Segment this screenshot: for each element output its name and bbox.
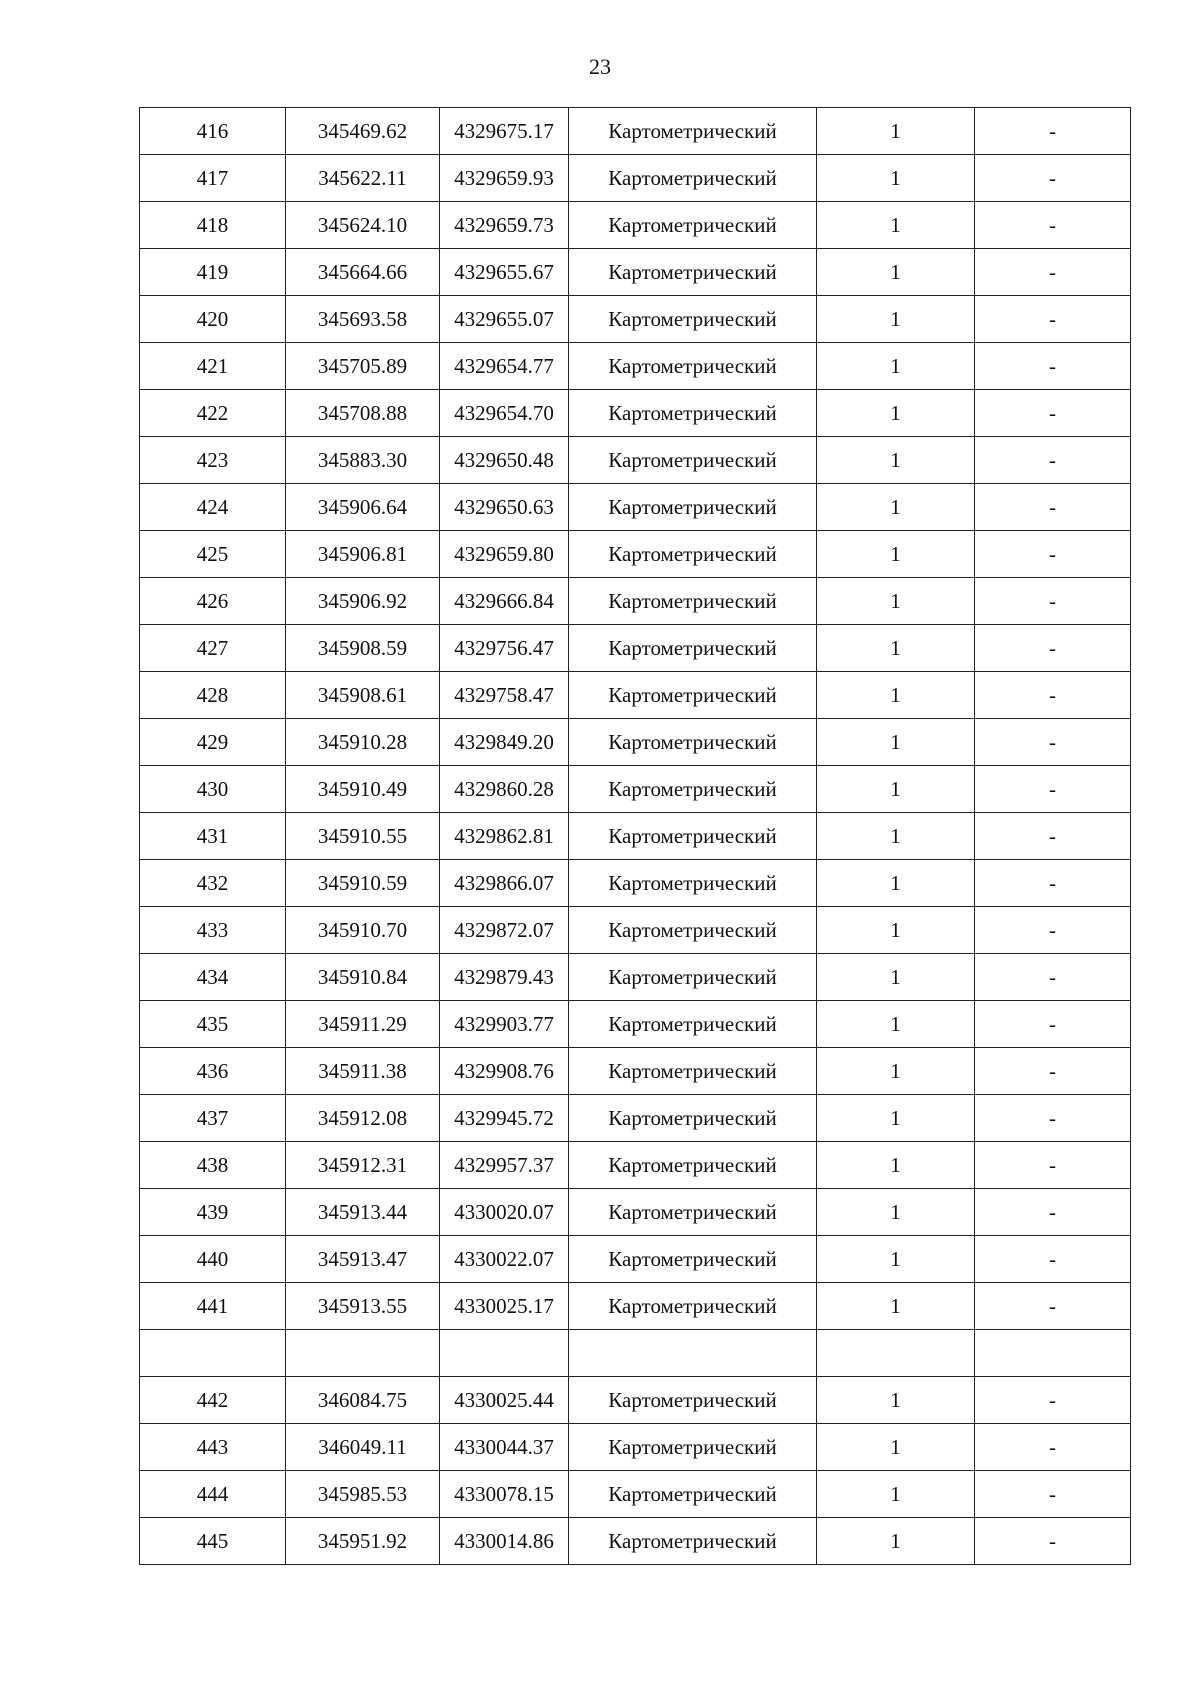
- table-row: [140, 672, 1131, 719]
- point-number-cell: 418: [140, 202, 286, 249]
- table-row: [140, 1142, 1131, 1189]
- note-cell: -: [975, 155, 1131, 202]
- note-cell: -: [975, 766, 1131, 813]
- method-cell: Картометрический: [569, 1048, 817, 1095]
- note-cell: -: [975, 484, 1131, 531]
- accuracy-cell: 1: [817, 813, 975, 860]
- x-coordinate-cell: 345911.38: [286, 1048, 440, 1095]
- x-coordinate-cell: 345883.30: [286, 437, 440, 484]
- x-coordinate-cell: 345622.11: [286, 155, 440, 202]
- method-cell: Картометрический: [569, 1471, 817, 1518]
- point-number-cell: 417: [140, 155, 286, 202]
- x-coordinate-cell: [286, 1330, 440, 1377]
- method-cell: Картометрический: [569, 108, 817, 155]
- y-coordinate-cell: 4329945.72: [440, 1095, 569, 1142]
- point-number-cell: 431: [140, 813, 286, 860]
- accuracy-cell: 1: [817, 1001, 975, 1048]
- x-coordinate-cell: 345910.59: [286, 860, 440, 907]
- coordinates-table: [139, 107, 1131, 1565]
- x-coordinate-cell: 345912.08: [286, 1095, 440, 1142]
- accuracy-cell: 1: [817, 390, 975, 437]
- y-coordinate-cell: 4329654.70: [440, 390, 569, 437]
- y-coordinate-cell: 4329866.07: [440, 860, 569, 907]
- accuracy-cell: 1: [817, 1424, 975, 1471]
- point-number-cell: 425: [140, 531, 286, 578]
- method-cell: Картометрический: [569, 1095, 817, 1142]
- point-number-cell: 437: [140, 1095, 286, 1142]
- y-coordinate-cell: 4329957.37: [440, 1142, 569, 1189]
- table-row: [140, 202, 1131, 249]
- accuracy-cell: 1: [817, 954, 975, 1001]
- point-number-cell: 430: [140, 766, 286, 813]
- note-cell: -: [975, 672, 1131, 719]
- x-coordinate-cell: 345664.66: [286, 249, 440, 296]
- point-number-cell: [140, 1330, 286, 1377]
- point-number-cell: 444: [140, 1471, 286, 1518]
- table-row: [140, 390, 1131, 437]
- y-coordinate-cell: 4329659.80: [440, 531, 569, 578]
- accuracy-cell: [817, 1330, 975, 1377]
- method-cell: Картометрический: [569, 907, 817, 954]
- y-coordinate-cell: 4330025.44: [440, 1377, 569, 1424]
- table-row: [140, 813, 1131, 860]
- table-row: [140, 249, 1131, 296]
- point-number-cell: 438: [140, 1142, 286, 1189]
- x-coordinate-cell: 345910.55: [286, 813, 440, 860]
- y-coordinate-cell: 4329903.77: [440, 1001, 569, 1048]
- table-row: [140, 1189, 1131, 1236]
- note-cell: -: [975, 437, 1131, 484]
- method-cell: Картометрический: [569, 343, 817, 390]
- accuracy-cell: 1: [817, 672, 975, 719]
- method-cell: Картометрический: [569, 954, 817, 1001]
- point-number-cell: 416: [140, 108, 286, 155]
- table-row: [140, 1283, 1131, 1330]
- table-row: [140, 1095, 1131, 1142]
- accuracy-cell: 1: [817, 1471, 975, 1518]
- table-row: [140, 907, 1131, 954]
- point-number-cell: 422: [140, 390, 286, 437]
- note-cell: -: [975, 1095, 1131, 1142]
- y-coordinate-cell: 4330020.07: [440, 1189, 569, 1236]
- accuracy-cell: 1: [817, 531, 975, 578]
- table-row: [140, 1377, 1131, 1424]
- accuracy-cell: 1: [817, 343, 975, 390]
- coordinates-table-body: [140, 108, 1131, 1565]
- point-number-cell: 423: [140, 437, 286, 484]
- note-cell: -: [975, 343, 1131, 390]
- y-coordinate-cell: 4329872.07: [440, 907, 569, 954]
- y-coordinate-cell: 4329654.77: [440, 343, 569, 390]
- note-cell: -: [975, 531, 1131, 578]
- y-coordinate-cell: 4329659.73: [440, 202, 569, 249]
- y-coordinate-cell: 4329862.81: [440, 813, 569, 860]
- x-coordinate-cell: 346084.75: [286, 1377, 440, 1424]
- y-coordinate-cell: 4330025.17: [440, 1283, 569, 1330]
- y-coordinate-cell: 4330078.15: [440, 1471, 569, 1518]
- table-row: [140, 1424, 1131, 1471]
- x-coordinate-cell: 345906.64: [286, 484, 440, 531]
- point-number-cell: 439: [140, 1189, 286, 1236]
- x-coordinate-cell: 345911.29: [286, 1001, 440, 1048]
- accuracy-cell: 1: [817, 108, 975, 155]
- accuracy-cell: 1: [817, 202, 975, 249]
- point-number-cell: 428: [140, 672, 286, 719]
- accuracy-cell: 1: [817, 249, 975, 296]
- point-number-cell: 429: [140, 719, 286, 766]
- accuracy-cell: 1: [817, 437, 975, 484]
- method-cell: Картометрический: [569, 1283, 817, 1330]
- accuracy-cell: 1: [817, 1518, 975, 1565]
- method-cell: Картометрический: [569, 531, 817, 578]
- note-cell: -: [975, 1236, 1131, 1283]
- table-row: [140, 296, 1131, 343]
- note-cell: -: [975, 1424, 1131, 1471]
- method-cell: Картометрический: [569, 766, 817, 813]
- x-coordinate-cell: 345693.58: [286, 296, 440, 343]
- note-cell: -: [975, 1001, 1131, 1048]
- method-cell: Картометрический: [569, 155, 817, 202]
- y-coordinate-cell: 4329849.20: [440, 719, 569, 766]
- accuracy-cell: 1: [817, 1236, 975, 1283]
- note-cell: -: [975, 108, 1131, 155]
- y-coordinate-cell: 4329650.48: [440, 437, 569, 484]
- y-coordinate-cell: [440, 1330, 569, 1377]
- accuracy-cell: 1: [817, 719, 975, 766]
- accuracy-cell: 1: [817, 1142, 975, 1189]
- note-cell: -: [975, 954, 1131, 1001]
- table-row: [140, 1001, 1131, 1048]
- accuracy-cell: 1: [817, 1095, 975, 1142]
- table-row: [140, 954, 1131, 1001]
- method-cell: Картометрический: [569, 578, 817, 625]
- method-cell: Картометрический: [569, 390, 817, 437]
- x-coordinate-cell: 345910.28: [286, 719, 440, 766]
- note-cell: -: [975, 296, 1131, 343]
- method-cell: Картометрический: [569, 296, 817, 343]
- accuracy-cell: 1: [817, 296, 975, 343]
- x-coordinate-cell: 345624.10: [286, 202, 440, 249]
- y-coordinate-cell: 4329860.28: [440, 766, 569, 813]
- x-coordinate-cell: 345469.62: [286, 108, 440, 155]
- method-cell: Картометрический: [569, 625, 817, 672]
- x-coordinate-cell: 345906.92: [286, 578, 440, 625]
- note-cell: -: [975, 1048, 1131, 1095]
- method-cell: Картометрический: [569, 1424, 817, 1471]
- x-coordinate-cell: 345908.61: [286, 672, 440, 719]
- note-cell: -: [975, 1142, 1131, 1189]
- x-coordinate-cell: 345910.70: [286, 907, 440, 954]
- table-row: [140, 1518, 1131, 1565]
- accuracy-cell: 1: [817, 860, 975, 907]
- y-coordinate-cell: 4329756.47: [440, 625, 569, 672]
- x-coordinate-cell: 345913.47: [286, 1236, 440, 1283]
- note-cell: -: [975, 1283, 1131, 1330]
- table-row: [140, 437, 1131, 484]
- accuracy-cell: 1: [817, 625, 975, 672]
- point-number-cell: 443: [140, 1424, 286, 1471]
- point-number-cell: 441: [140, 1283, 286, 1330]
- x-coordinate-cell: 345908.59: [286, 625, 440, 672]
- y-coordinate-cell: 4329758.47: [440, 672, 569, 719]
- point-number-cell: 426: [140, 578, 286, 625]
- point-number-cell: 420: [140, 296, 286, 343]
- table-row: [140, 1048, 1131, 1095]
- page-number: 23: [589, 54, 611, 79]
- table-row: [140, 860, 1131, 907]
- note-cell: -: [975, 907, 1131, 954]
- note-cell: -: [975, 390, 1131, 437]
- method-cell: Картометрический: [569, 1001, 817, 1048]
- method-cell: Картометрический: [569, 672, 817, 719]
- note-cell: -: [975, 202, 1131, 249]
- method-cell: Картометрический: [569, 249, 817, 296]
- note-cell: -: [975, 719, 1131, 766]
- point-number-cell: 445: [140, 1518, 286, 1565]
- point-number-cell: 440: [140, 1236, 286, 1283]
- note-cell: -: [975, 1189, 1131, 1236]
- y-coordinate-cell: 4329666.84: [440, 578, 569, 625]
- accuracy-cell: 1: [817, 1377, 975, 1424]
- method-cell: Картометрический: [569, 1142, 817, 1189]
- x-coordinate-cell: 345705.89: [286, 343, 440, 390]
- point-number-cell: 421: [140, 343, 286, 390]
- y-coordinate-cell: 4329675.17: [440, 108, 569, 155]
- note-cell: -: [975, 625, 1131, 672]
- table-row: [140, 155, 1131, 202]
- table-row: [140, 719, 1131, 766]
- accuracy-cell: 1: [817, 1189, 975, 1236]
- table-row: [140, 766, 1131, 813]
- note-cell: -: [975, 1471, 1131, 1518]
- note-cell: -: [975, 578, 1131, 625]
- accuracy-cell: 1: [817, 907, 975, 954]
- note-cell: -: [975, 860, 1131, 907]
- point-number-cell: 434: [140, 954, 286, 1001]
- x-coordinate-cell: 345912.31: [286, 1142, 440, 1189]
- table-row: [140, 343, 1131, 390]
- y-coordinate-cell: 4330022.07: [440, 1236, 569, 1283]
- method-cell: Картометрический: [569, 1518, 817, 1565]
- accuracy-cell: 1: [817, 484, 975, 531]
- point-number-cell: 442: [140, 1377, 286, 1424]
- point-number-cell: 436: [140, 1048, 286, 1095]
- table-row: [140, 484, 1131, 531]
- x-coordinate-cell: 346049.11: [286, 1424, 440, 1471]
- y-coordinate-cell: 4329908.76: [440, 1048, 569, 1095]
- y-coordinate-cell: 4330014.86: [440, 1518, 569, 1565]
- method-cell: Картометрический: [569, 813, 817, 860]
- point-number-cell: 435: [140, 1001, 286, 1048]
- y-coordinate-cell: 4329650.63: [440, 484, 569, 531]
- table-row: [140, 1471, 1131, 1518]
- note-cell: -: [975, 249, 1131, 296]
- x-coordinate-cell: 345906.81: [286, 531, 440, 578]
- y-coordinate-cell: 4329659.93: [440, 155, 569, 202]
- point-number-cell: 419: [140, 249, 286, 296]
- y-coordinate-cell: 4330044.37: [440, 1424, 569, 1471]
- x-coordinate-cell: 345985.53: [286, 1471, 440, 1518]
- note-cell: -: [975, 1377, 1131, 1424]
- method-cell: Картометрический: [569, 1189, 817, 1236]
- x-coordinate-cell: 345913.44: [286, 1189, 440, 1236]
- point-number-cell: 432: [140, 860, 286, 907]
- method-cell: Картометрический: [569, 1377, 817, 1424]
- x-coordinate-cell: 345910.84: [286, 954, 440, 1001]
- note-cell: -: [975, 1518, 1131, 1565]
- method-cell: Картометрический: [569, 1236, 817, 1283]
- y-coordinate-cell: 4329879.43: [440, 954, 569, 1001]
- table-row: [140, 578, 1131, 625]
- x-coordinate-cell: 345913.55: [286, 1283, 440, 1330]
- point-number-cell: 424: [140, 484, 286, 531]
- table-row: [140, 1236, 1131, 1283]
- accuracy-cell: 1: [817, 1283, 975, 1330]
- note-cell: -: [975, 813, 1131, 860]
- accuracy-cell: 1: [817, 766, 975, 813]
- table-row-empty: [140, 1330, 1131, 1377]
- x-coordinate-cell: 345910.49: [286, 766, 440, 813]
- method-cell: Картометрический: [569, 860, 817, 907]
- method-cell: Картометрический: [569, 484, 817, 531]
- table-row: [140, 108, 1131, 155]
- point-number-cell: 433: [140, 907, 286, 954]
- table-row: [140, 531, 1131, 578]
- y-coordinate-cell: 4329655.67: [440, 249, 569, 296]
- method-cell: [569, 1330, 817, 1377]
- y-coordinate-cell: 4329655.07: [440, 296, 569, 343]
- note-cell: [975, 1330, 1131, 1377]
- x-coordinate-cell: 345951.92: [286, 1518, 440, 1565]
- accuracy-cell: 1: [817, 1048, 975, 1095]
- table-row: [140, 625, 1131, 672]
- x-coordinate-cell: 345708.88: [286, 390, 440, 437]
- method-cell: Картометрический: [569, 437, 817, 484]
- point-number-cell: 427: [140, 625, 286, 672]
- method-cell: Картометрический: [569, 202, 817, 249]
- accuracy-cell: 1: [817, 155, 975, 202]
- method-cell: Картометрический: [569, 719, 817, 766]
- accuracy-cell: 1: [817, 578, 975, 625]
